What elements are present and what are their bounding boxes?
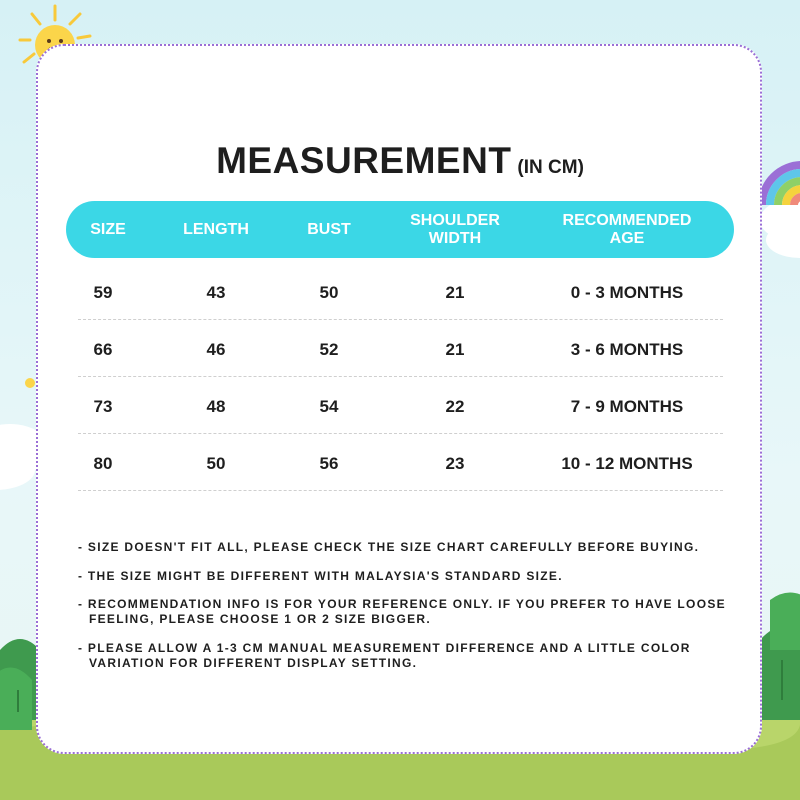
header-size: SIZE (90, 220, 126, 238)
cell-shoulder-width: 23 (445, 454, 465, 473)
note-item: - PLEASE ALLOW A 1-3 CM MANUAL MEASUREMENT DIFFERENCE AND A LITTLE COLOR VARIATION FOR DIFFERENT DISPLAY SETTING. (78, 641, 691, 670)
title-main: MEASUREMENT (216, 140, 512, 181)
cell-size: 66 (93, 340, 113, 359)
cell-size: 59 (93, 283, 113, 302)
cell-size: 73 (93, 397, 113, 416)
header-length: LENGTH (183, 220, 249, 238)
cell-shoulder-width: 21 (445, 283, 465, 302)
cell-length: 48 (206, 397, 226, 416)
cell-length: 50 (206, 454, 226, 473)
table-row (0, 435, 800, 492)
row-divider (78, 433, 723, 434)
cell-bust: 54 (319, 397, 339, 416)
note-item: - SIZE DOESN'T FIT ALL, PLEASE CHECK THE SIZE CHART CAREFULLY BEFORE BUYING. (78, 540, 700, 554)
cell-bust: 52 (319, 340, 339, 359)
table-row (0, 321, 800, 378)
tree-icon (0, 639, 40, 730)
note-item: - THE SIZE MIGHT BE DIFFERENT WITH MALAYSIA'S STANDARD SIZE. (78, 569, 563, 583)
row-divider (78, 319, 723, 320)
cell-shoulder-width: 21 (445, 340, 465, 359)
cell-bust: 56 (319, 454, 339, 473)
header-shoulder-width: SHOULDER WIDTH (410, 211, 500, 247)
cloud-icon (760, 200, 800, 258)
header-recommended-age: RECOMMENDED AGE (562, 211, 692, 247)
cell-bust: 50 (319, 283, 339, 302)
cell-recommended-age: 7 - 9 MONTHS (570, 397, 684, 416)
cell-recommended-age: 10 - 12 MONTHS (561, 454, 693, 473)
row-divider (78, 490, 723, 491)
table-header (66, 201, 734, 258)
cell-length: 43 (206, 283, 226, 302)
title-unit: (IN CM) (517, 157, 584, 178)
cell-length: 46 (206, 340, 226, 359)
cell-recommended-age: 0 - 3 MONTHS (570, 283, 684, 302)
tree-icon (760, 593, 800, 721)
table-row (0, 378, 800, 435)
cell-shoulder-width: 22 (445, 397, 465, 416)
note-item: - RECOMMENDATION INFO IS FOR YOUR REFERENCE ONLY. IF YOU PREFER TO HAVE LOOSE FEELING, PLEASE CHOOSE 1 OR 2 SIZE BIGGER. (78, 597, 726, 626)
table-row (0, 264, 800, 321)
cell-recommended-age: 3 - 6 MONTHS (570, 340, 684, 359)
page-title (0, 140, 800, 182)
row-divider (78, 376, 723, 377)
cell-size: 80 (93, 454, 113, 473)
header-bust: BUST (307, 220, 351, 238)
